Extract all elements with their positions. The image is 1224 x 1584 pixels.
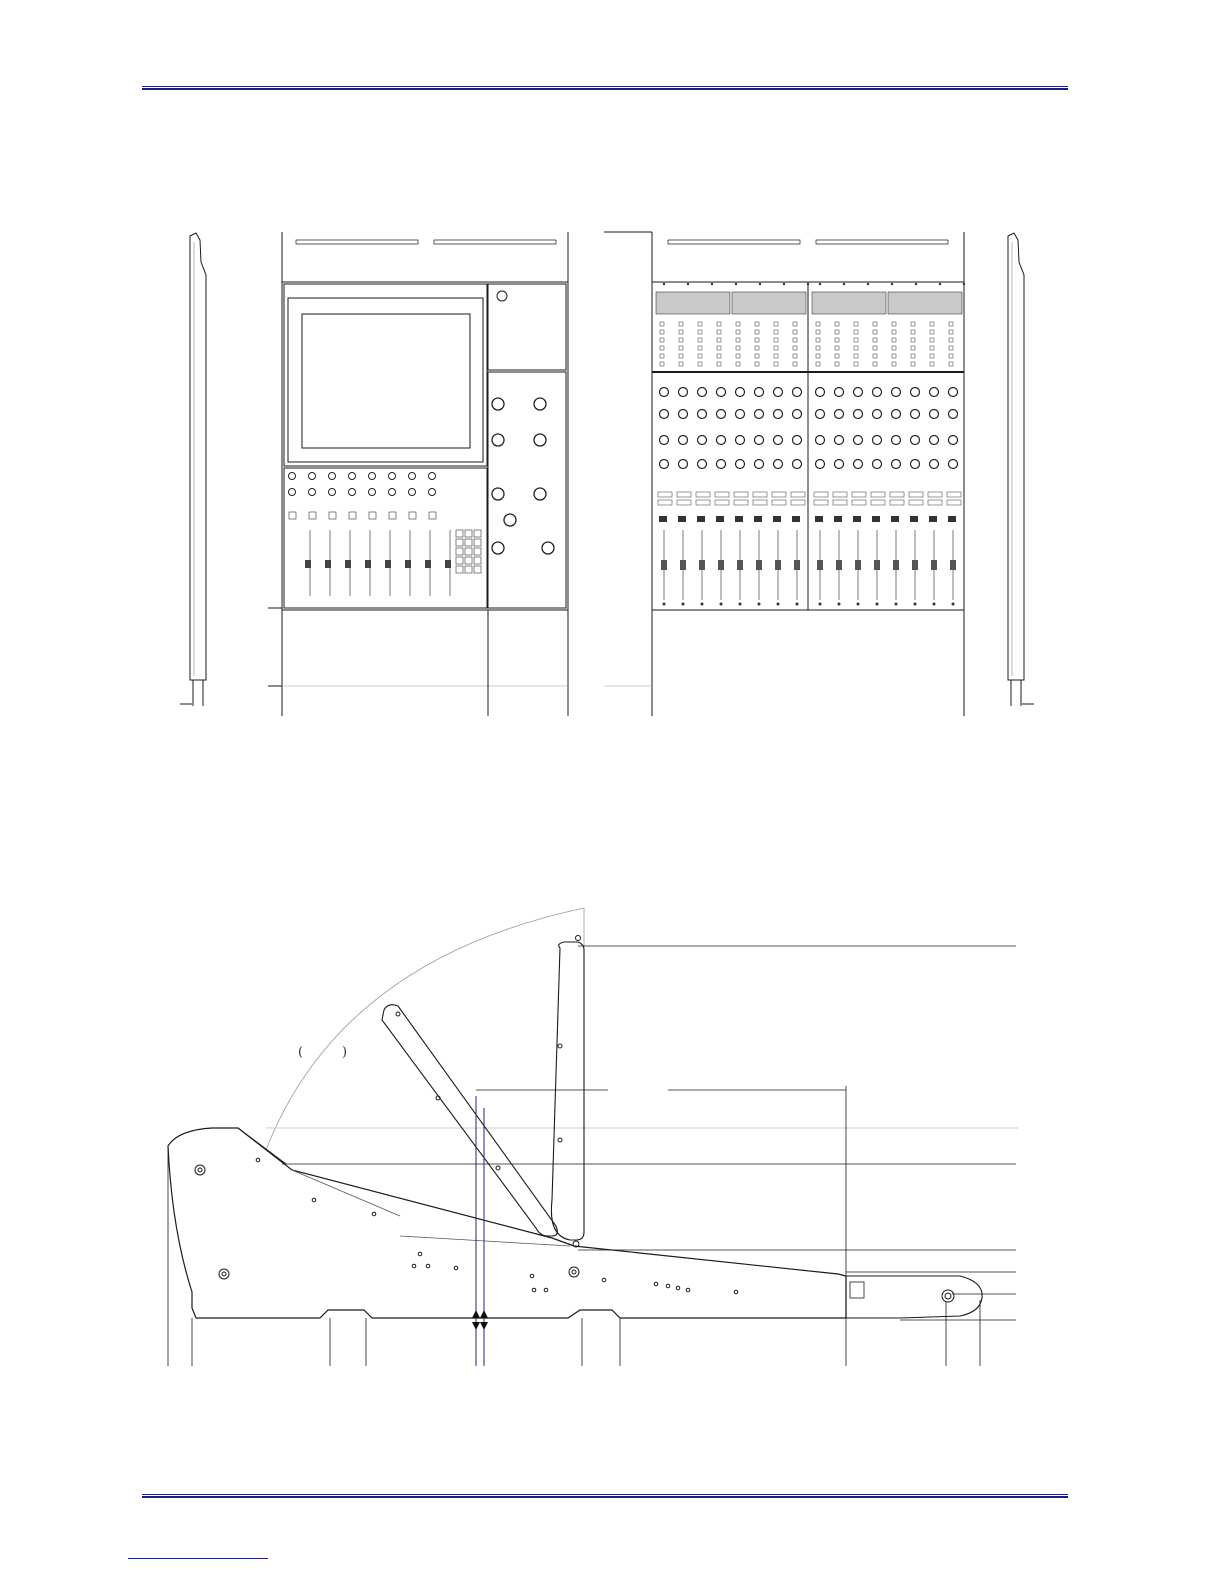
- channel-strip: [658, 322, 672, 606]
- paren-open: (: [298, 1045, 304, 1060]
- screen-frame: [288, 298, 483, 462]
- chassis-profile: [168, 1128, 846, 1318]
- master-bay: [268, 232, 568, 716]
- talkback-knob: [497, 291, 507, 301]
- channel-strip: [791, 322, 805, 606]
- front-elevation: [180, 232, 1034, 716]
- channel-strip: [696, 322, 710, 606]
- side-elevation: [168, 908, 1018, 1366]
- vent-slots-left: [296, 240, 418, 244]
- armrest-bolt-inner: [945, 1293, 951, 1299]
- meter-bridge-a: [656, 292, 730, 314]
- armrest-bolt-outer: [942, 1290, 954, 1302]
- channel-strip: [928, 322, 942, 606]
- channel-strip: [947, 322, 961, 606]
- channel-strip: [833, 322, 847, 606]
- channel-bay: [604, 232, 965, 716]
- meter-bridge-d: [888, 292, 962, 314]
- left-end-profile: [180, 233, 206, 706]
- screen-panel: [284, 284, 487, 466]
- screen: [302, 314, 470, 448]
- channel-strip: [890, 322, 904, 606]
- channel-strip: [871, 322, 885, 606]
- meter-bridge-c: [812, 292, 886, 314]
- screen-swing-arc: [266, 908, 584, 1150]
- blue-dimension-arrows: [472, 1096, 488, 1366]
- channel-strip: [677, 322, 691, 606]
- screen-tilted: [382, 1005, 557, 1236]
- armrest: [846, 1276, 982, 1318]
- talkback-panel: [488, 284, 566, 370]
- armrest-slot: [850, 1282, 864, 1298]
- channel-strip: [734, 322, 748, 606]
- screen-raised: [551, 942, 584, 1240]
- monitor-control-panel: [488, 372, 566, 608]
- master-knobs: [289, 398, 555, 596]
- right-end-profile: [1008, 233, 1034, 706]
- channel-strips: [658, 283, 965, 606]
- paren-close: ): [342, 1045, 348, 1060]
- channel-strip: [814, 322, 828, 606]
- channel-strip: [909, 322, 923, 606]
- channel-strip: [753, 322, 767, 606]
- channel-strip: [772, 322, 786, 606]
- vent-slots-b: [816, 240, 948, 244]
- vent-slots-right: [434, 240, 556, 244]
- channel-strip: [715, 322, 729, 606]
- meter-bridge-b: [732, 292, 806, 314]
- vent-slots-a: [668, 240, 800, 244]
- channel-strip: [852, 322, 866, 606]
